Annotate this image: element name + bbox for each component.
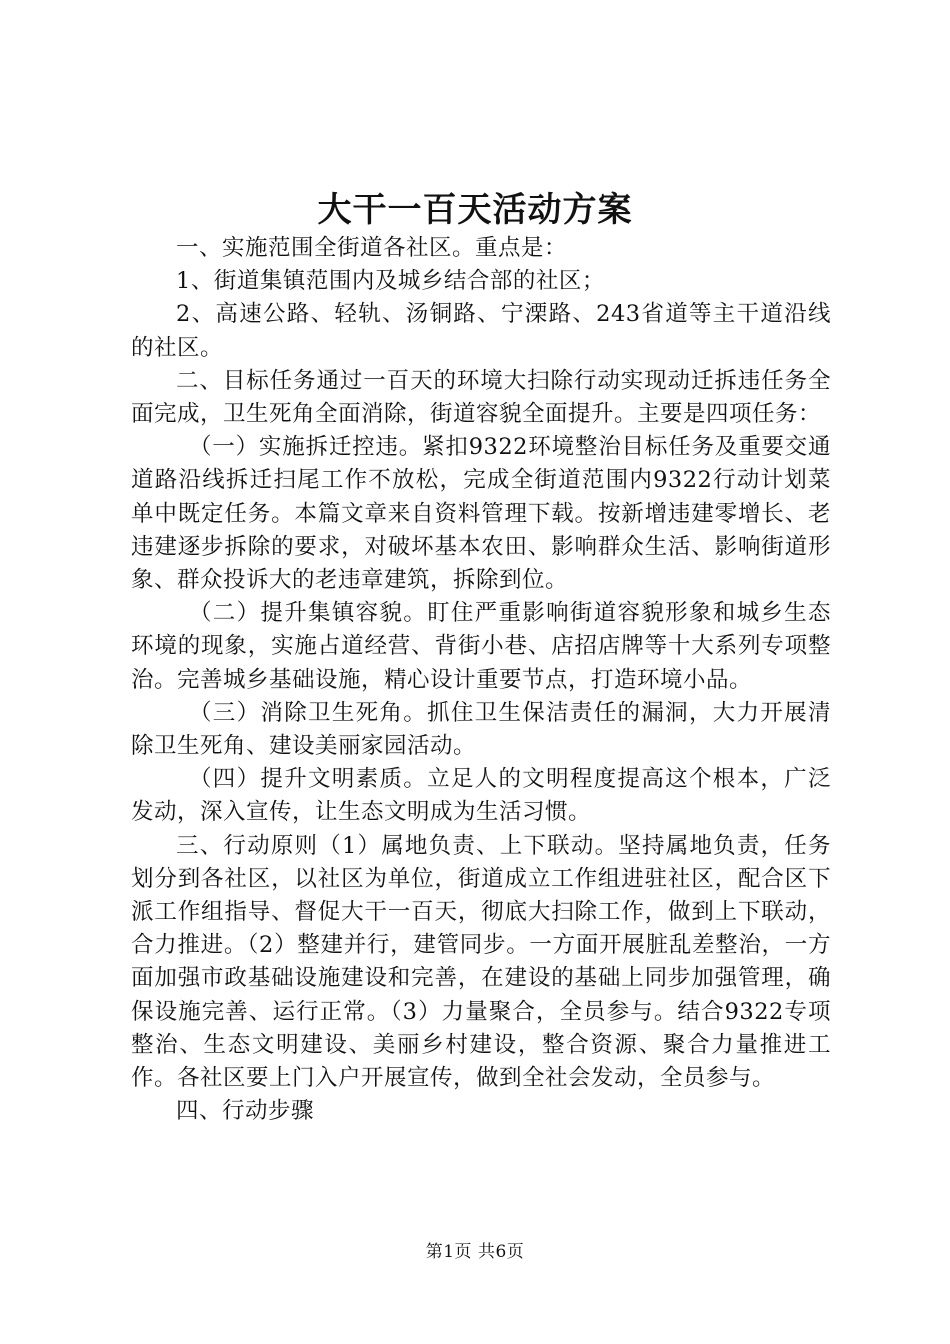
- paragraph-task-2: （二）提升集镇容貌。盯住严重影响街道容貌形象和城乡生态环境的现象，实施占道经营、背街小巷、店招店牌等十大系列专项整治。完善城乡基础设施，精心设计重要节点，打造环境小品。: [131, 600, 831, 693]
- paragraph-principles: 三、行动原则（1）属地负责、上下联动。坚持属地负责，任务划分到各社区，以社区为单位，街道成立工作组进驻社区，配合区下派工作组指导、督促大干一百天，彻底大扫除工作，做到上下联动，合力推进。（2）整建并行，建管同步。一方面开展脏乱差整治，一方面加强市政基础设施建设和完善，在建设的基础上同步加强管理，确保设施完善、运行正常。（3）力量聚合，全员参与。结合9322专项整治、生态文明建设、美丽乡村建设，整合资源、聚合力量推进工作。各社区要上门入户开展宣传，做到全社会发动，全员参与。: [131, 832, 831, 1092]
- paragraph-task-3: （三）消除卫生死角。抓住卫生保洁责任的漏洞，大力开展清除卫生死角、建设美丽家园活动。: [131, 699, 831, 760]
- document-body: [131, 232, 831, 1128]
- paragraph-scope-item-1: 1、街道集镇范围内及城乡结合部的社区；: [176, 268, 605, 295]
- page-footer: 第1页 共6页: [425, 1242, 525, 1262]
- paragraph-scope-item-2: 2、高速公路、轻轨、汤铜路、宁溧路、243省道等主干道沿线的社区。: [131, 301, 831, 361]
- document-title: 大干一百天活动方案: [317, 190, 633, 230]
- paragraph-task-4: （四）提升文明素质。立足人的文明程度提高这个根本，广泛发动，深入宣传，让生态文明成为生活习惯。: [131, 766, 831, 826]
- paragraph-steps-heading: 四、行动步骤: [176, 1098, 315, 1125]
- paragraph-objectives: 二、目标任务通过一百天的环境大扫除行动实现动迁拆违任务全面完成，卫生死角全面消除，街道容貌全面提升。主要是四项任务：: [131, 367, 831, 428]
- paragraph-task-1: （一）实施拆迁控违。紧扣9322环境整治目标任务及重要交通道路沿线拆迁扫尾工作不放松，完成全街道范围内9322行动计划菜单中既定任务。本篇文章来自资料管理下载。按新增违建零增长、老违建逐步拆除的要求，对破坏基本农田、影响群众生活、影响街道形象、群众投诉大的老违章建筑，拆除到位。: [131, 434, 831, 594]
- paragraph-scope: 一、实施范围全街道各社区。重点是：: [176, 235, 568, 261]
